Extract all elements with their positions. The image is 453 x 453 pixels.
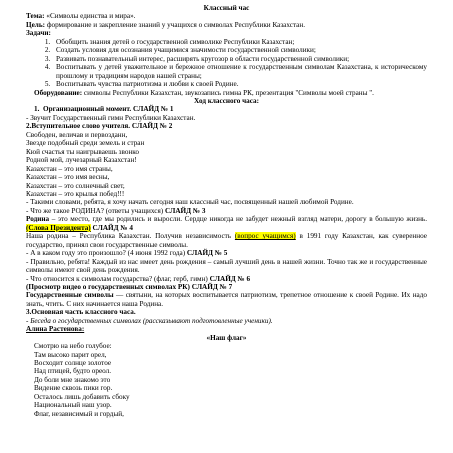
course-title: Ход классного часа: (193, 96, 260, 105)
intro-verse (26, 131, 427, 199)
slide-ref: СЛАЙД № 5 (186, 249, 228, 258)
poem-line: Флаг, независимый и гордый, (34, 409, 124, 418)
paragraph-independence (26, 232, 427, 249)
task-item: 2. Создать условия для осознания учащимися значимости государственной символики; (52, 46, 427, 54)
president-words-highlight: (Слова Президента) (26, 223, 91, 232)
main-part-note: - Беседа о государственных символах (рассказывают подготовленные ученики). (26, 316, 273, 325)
poem (26, 342, 427, 418)
equipment-label: Оборудование: (34, 88, 83, 97)
independence-text-a: Наша родина – Республика Казахстан. Получив независимость (26, 232, 235, 241)
state-symbols-text: — святыни, на которых воспитывается патриотизм, трепетное отношение к своей Родине. Их надо знать, чтить. С них начинается наша Родина. (26, 291, 427, 308)
anthem-line: - Звучит Государственный гимн Республики Казахстан. (26, 113, 196, 122)
question-text: - Что относится к символам государства? (флаг, герб, гимн) (26, 274, 210, 283)
verse-line: Звезде подобный среди земель и стран (26, 139, 145, 148)
org-num: 1. (34, 105, 40, 114)
task-item: 3. Развивать познавательный интерес, расширять кругозор в области государственной символики; (52, 55, 427, 63)
question-year (26, 249, 427, 257)
slide-ref: СЛАЙД № 6 (209, 274, 251, 283)
poem-line: Смотрю на небо голубое: (34, 342, 112, 351)
org-text: Организационный момент. СЛАЙД № 1 (42, 105, 174, 114)
poem-line: Восходит солнце золотое (34, 359, 112, 368)
verse-line: Родной мой, лучезарный Казахстан! (26, 156, 137, 165)
rodina-term: Родина (26, 215, 50, 224)
poem-line: Национальный наш узор. (34, 401, 112, 410)
question-highlight: (вопрос учащимся) (234, 232, 296, 241)
intro-heading: 2.Вступительное слово учителя. СЛАЙД № 2 (26, 122, 173, 131)
independence-text-b: в 1991 году Казахстан, как суверенное государство, принял свои государственные символы. (26, 232, 427, 249)
poem-line: Над птицей, будто ореол. (34, 367, 112, 376)
document-title: Классный час (203, 4, 250, 12)
poem-line: Там высоко парит орел, (34, 350, 107, 359)
question-text: - Что же такое РОДИНА? (ответы учащихся) (26, 206, 165, 215)
poem-line: Осталось лишь добавить сбоку (34, 392, 130, 401)
main-part-heading: 3.Основная часть классного часа. (26, 308, 136, 317)
topic-line (26, 12, 427, 20)
question-text: - А в каком году это произошло? (4 июня 1992 года) (26, 249, 187, 258)
equipment-line (26, 89, 427, 97)
task-item: 5. Воспитывать чувства патриотизма и любви к своей Родине. (52, 80, 427, 88)
paragraph-intro: - Такими словами, ребята, я хочу начать сегодня наш классный час, посвященный нашей любимой Родине. (26, 198, 354, 207)
poem-line: До боли мне знакомо это (34, 375, 111, 384)
slide-ref: СЛАЙД № 3 (164, 206, 206, 215)
question-rodina (26, 207, 427, 215)
verse-line: Казахстан – это имя весны, (26, 173, 110, 182)
org-heading (26, 105, 427, 113)
question-symbols (26, 275, 427, 283)
goal-text: формирование и закрепление знаний у учащихся о символах Республики Казахстан. (45, 20, 306, 29)
speaker-name: Алина Растенова: (26, 325, 85, 334)
task-item: 1. Обобщить знания детей о государственной символике Республики Казахстан; (52, 38, 427, 46)
tasks-label: Задачи: (26, 29, 51, 38)
state-symbols-term: Государственные символы (26, 291, 114, 300)
verse-line: Кюй счастья ты наигрываешь звонко (26, 147, 140, 156)
task-item: 4. Воспитывать у детей уважительное и бережное отношение к государственным символам Казахстана, к историческому прошлому и традициям народов нашей страны; (52, 63, 427, 80)
slide-ref: СЛАЙД № 4 (90, 223, 133, 232)
verse-line: Казахстан – это солнечный свет, (26, 181, 125, 190)
poem-title: «Наш флаг» (206, 333, 247, 342)
paragraph-rodina (26, 215, 427, 232)
video-line: (Просмотр видео о государственных символах РК) СЛАЙД № 7 (26, 282, 233, 291)
topic-text: «Символы единства и мира». (44, 12, 136, 21)
rodina-text: – это место, где мы родились и выросли. Сердце никогда не забудет нежный взгляд матери, дорогу в большую жизнь. (49, 215, 427, 224)
verse-line: Казахстан – это имя страны, (26, 164, 113, 173)
tasks-list (26, 38, 427, 89)
goal-line (26, 21, 427, 29)
verse-line: Свободен, величав и первозданн, (26, 130, 128, 139)
goal-label: Цель: (26, 20, 46, 29)
paragraph-birthday: - Правильно, ребята! Каждый из нас имеет день рождения – самый лучший день в нашей жизни. Точно так же и государственные символы имеют свой день рождения. (26, 257, 427, 275)
paragraph-state-symbols (26, 291, 427, 308)
poem-line: Видение сквозь пики гор. (34, 384, 113, 393)
topic-label: Тема: (26, 12, 45, 21)
verse-line: Казахстан – это крылья побед!!! (26, 189, 125, 198)
equipment-text: символы Республики Казахстан, звукозапись гимна РК, презентация "Символы моей страны ". (82, 88, 374, 97)
